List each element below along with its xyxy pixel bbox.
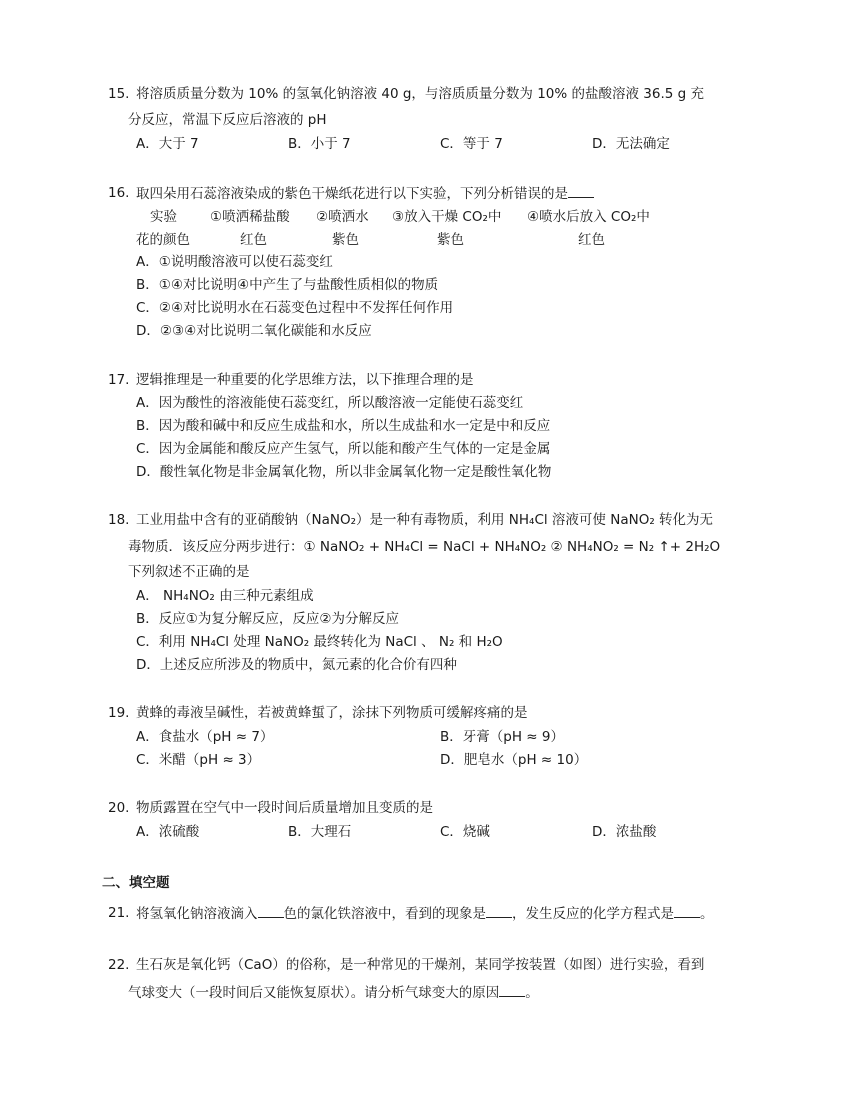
stem-text: 取四朵用石蕊溶液染成的紫色干燥纸花进行以下实验，下列分析错误的是 bbox=[136, 186, 568, 202]
question-stem-line: 黄蜂的毒液呈碱性，若被黄蜂蜇了，涂抹下列物质可缓解疼痛的是 bbox=[136, 705, 528, 721]
question-number: 19. bbox=[108, 705, 130, 721]
stem-text: 色的氯化铁溶液中，看到的现象是 bbox=[283, 906, 486, 922]
option-b: B．①④对比说明④中产生了与盐酸性质相似的物质 bbox=[136, 277, 439, 293]
stem-text: 气球变大（一段时间后又能恢复原状）。请分析气球变大的原因 bbox=[128, 985, 500, 1001]
option-a: A．①说明酸溶液可以使石蕊变红 bbox=[136, 254, 333, 270]
table-cell: ③放入干燥 CO₂中 bbox=[392, 209, 502, 225]
option-b: B．大理石 bbox=[288, 824, 352, 840]
question-stem-line bbox=[136, 183, 594, 204]
table-cell: 红色 bbox=[578, 232, 605, 248]
option-d: D．浓盐酸 bbox=[592, 824, 657, 840]
option-a: A．食盐水（pH ≈ 7） bbox=[136, 729, 274, 745]
question-number: 20. bbox=[108, 800, 130, 816]
question-stem-line: 生石灰是氧化钙（CaO）的俗称，是一种常见的干燥剂，某同学按装置（如图）进行实验，看到 bbox=[136, 957, 705, 973]
question-stem-line: 物质露置在空气中一段时间后质量增加且变质的是 bbox=[136, 800, 433, 816]
option-d: D．②③④对比说明二氧化碳能和水反应 bbox=[136, 323, 372, 339]
answer-blank bbox=[258, 903, 284, 918]
option-d: D．上述反应所涉及的物质中，氮元素的化合价有四种 bbox=[136, 657, 457, 673]
question-number: 15. bbox=[108, 86, 130, 102]
option-a: A．大于 7 bbox=[136, 136, 199, 152]
stem-text: 。 bbox=[700, 906, 714, 922]
answer-blank bbox=[568, 183, 594, 198]
question-number: 17. bbox=[108, 372, 130, 388]
option-d: D．无法确定 bbox=[592, 136, 670, 152]
table-cell: 紫色 bbox=[437, 232, 464, 248]
option-c: C．因为金属能和酸反应产生氢气，所以能和酸产生气体的一定是金属 bbox=[136, 441, 551, 457]
question-stem-line: 下列叙述不正确的是 bbox=[128, 564, 250, 580]
question-stem-line bbox=[128, 982, 539, 1003]
stem-text: ，发生反应的化学方程式是 bbox=[512, 906, 674, 922]
question-number: 18. bbox=[108, 512, 130, 528]
answer-blank bbox=[674, 903, 700, 918]
question-stem-line: 逻辑推理是一种重要的化学思维方法，以下推理合理的是 bbox=[136, 372, 474, 388]
answer-blank bbox=[499, 982, 525, 997]
option-b: B．反应①为复分解反应，反应②为分解反应 bbox=[136, 611, 399, 627]
question-number: 21. bbox=[108, 905, 130, 921]
question-stem-line: 毒物质．该反应分两步进行：① NaNO₂ + NH₄Cl = NaCl + NH₄NO₂ ② NH₄NO₂ = N₂ ↑+ 2H₂O bbox=[128, 539, 721, 555]
table-cell: ④喷水后放入 CO₂中 bbox=[527, 209, 650, 225]
option-d: D．肥皂水（pH ≈ 10） bbox=[440, 752, 588, 768]
option-c: C．利用 NH₄Cl 处理 NaNO₂ 最终转化为 NaCl 、 N₂ 和 H₂O bbox=[136, 634, 503, 650]
answer-blank bbox=[486, 903, 512, 918]
option-a: A．浓硫酸 bbox=[136, 824, 200, 840]
option-d: D．酸性氧化物是非金属氧化物，所以非金属氧化物一定是酸性氧化物 bbox=[136, 464, 552, 480]
question-number: 16. bbox=[108, 185, 130, 201]
stem-text: 将氢氧化钠溶液滴入 bbox=[136, 906, 258, 922]
question-stem-line: 将溶质质量分数为 10% 的氢氧化钠溶液 40 g，与溶质质量分数为 10% 的盐酸溶液 36.5 g 充 bbox=[136, 86, 705, 102]
option-c: C．②④对比说明水在石蕊变色过程中不发挥任何作用 bbox=[136, 300, 454, 316]
section-title: 二、填空题 bbox=[102, 875, 170, 891]
option-c: C．米醋（pH ≈ 3） bbox=[136, 752, 261, 768]
table-cell: ②喷洒水 bbox=[316, 209, 369, 225]
stem-text: 。 bbox=[525, 985, 539, 1001]
table-cell: 紫色 bbox=[332, 232, 359, 248]
table-cell: 红色 bbox=[240, 232, 267, 248]
table-cell: 实验 bbox=[150, 209, 177, 225]
question-stem-line: 工业用盐中含有的亚硝酸钠（NaNO₂）是一种有毒物质，利用 NH₄Cl 溶液可使 NaNO₂ 转化为无 bbox=[136, 512, 714, 528]
option-b: B．小于 7 bbox=[288, 136, 351, 152]
question-stem-line: 分反应，常温下反应后溶液的 pH bbox=[128, 112, 327, 128]
question-number: 22. bbox=[108, 957, 130, 973]
option-a: A． NH₄NO₂ 由三种元素组成 bbox=[136, 588, 314, 604]
table-cell: 花的颜色 bbox=[136, 232, 190, 248]
option-a: A．因为酸性的溶液能使石蕊变红，所以酸溶液一定能使石蕊变红 bbox=[136, 395, 524, 411]
question-stem-line bbox=[136, 903, 714, 924]
option-b: B．因为酸和碱中和反应生成盐和水，所以生成盐和水一定是中和反应 bbox=[136, 418, 551, 434]
option-b: B．牙膏（pH ≈ 9） bbox=[440, 729, 564, 745]
option-c: C．等于 7 bbox=[440, 136, 503, 152]
table-cell: ①喷洒稀盐酸 bbox=[210, 209, 290, 225]
option-c: C．烧碱 bbox=[440, 824, 490, 840]
